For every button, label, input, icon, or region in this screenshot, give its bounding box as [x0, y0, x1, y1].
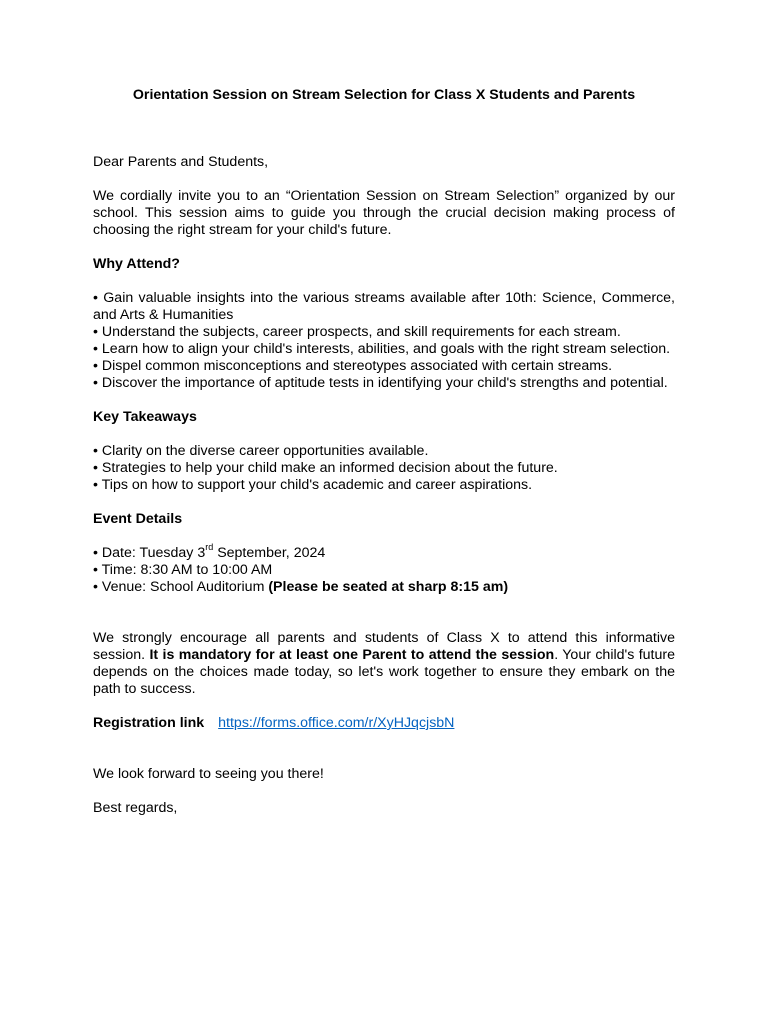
- event-date-prefix: • Date: Tuesday 3: [93, 545, 206, 561]
- takeaway-item-3: • Tips on how to support your child's academic and career aspirations.: [93, 477, 533, 493]
- closing-line: We look forward to seeing you there!: [93, 766, 324, 782]
- encourage-text-1: We strongly encourage all parents and students of Class X to attend this informative session.: [93, 630, 675, 663]
- why-attend-item-2: • Understand the subjects, career prospects, and skill requirements for each stream.: [93, 324, 621, 340]
- why-attend-item-4: • Dispel common misconceptions and stereotypes associated with certain streams.: [93, 358, 613, 374]
- event-venue-note: (Please be seated at sharp 8:15 am): [268, 579, 509, 595]
- registration-link[interactable]: https://forms.office.com/r/XyHJqcjsbN: [218, 715, 455, 731]
- event-date-ordinal: rd: [205, 542, 214, 553]
- takeaway-item-2: • Strategies to help your child make an informed decision about the future.: [93, 460, 558, 476]
- event-date-suffix: September, 2024: [213, 545, 326, 561]
- event-venue: [93, 579, 675, 596]
- signoff: Best regards,: [93, 800, 178, 816]
- takeaway-item-1: • Clarity on the diverse career opportunities available.: [93, 443, 429, 459]
- document-title: Orientation Session on Stream Selection for Class X Students and Parents: [132, 87, 636, 103]
- registration-label: Registration link: [93, 715, 205, 731]
- intro-paragraph: We cordially invite you to an “Orientation Session on Stream Selection” organized by our school. This session aims to guide you through the crucial decision making process of choosing the right stream for your child's future.: [93, 188, 675, 238]
- encourage-text-2: . Your child's future depends on the choices made today, so let's work together to ensure they embark on the path to success.: [93, 647, 675, 697]
- registration-line: [93, 715, 675, 732]
- why-attend-item-3: • Learn how to align your child's interests, abilities, and goals with the right stream selection.: [93, 341, 671, 357]
- salutation: Dear Parents and Students,: [93, 154, 269, 170]
- letter-content: [93, 87, 675, 817]
- event-details-heading: Event Details: [93, 511, 183, 527]
- mandatory-notice: It is mandatory for at least one Parent to attend the session: [149, 647, 555, 663]
- event-venue-text: • Venue: School Auditorium: [93, 579, 269, 595]
- key-takeaways-heading: Key Takeaways: [93, 409, 197, 425]
- why-attend-item-1: • Gain valuable insights into the various streams available after 10th: Science, Commerce, and Arts & Humanities: [93, 290, 675, 323]
- encourage-paragraph: [93, 630, 675, 698]
- why-attend-heading: Why Attend?: [93, 256, 180, 272]
- event-time: • Time: 8:30 AM to 10:00 AM: [93, 562, 273, 578]
- why-attend-item-5: • Discover the importance of aptitude tests in identifying your child's strengths and potential.: [93, 375, 668, 391]
- event-date: [93, 542, 675, 562]
